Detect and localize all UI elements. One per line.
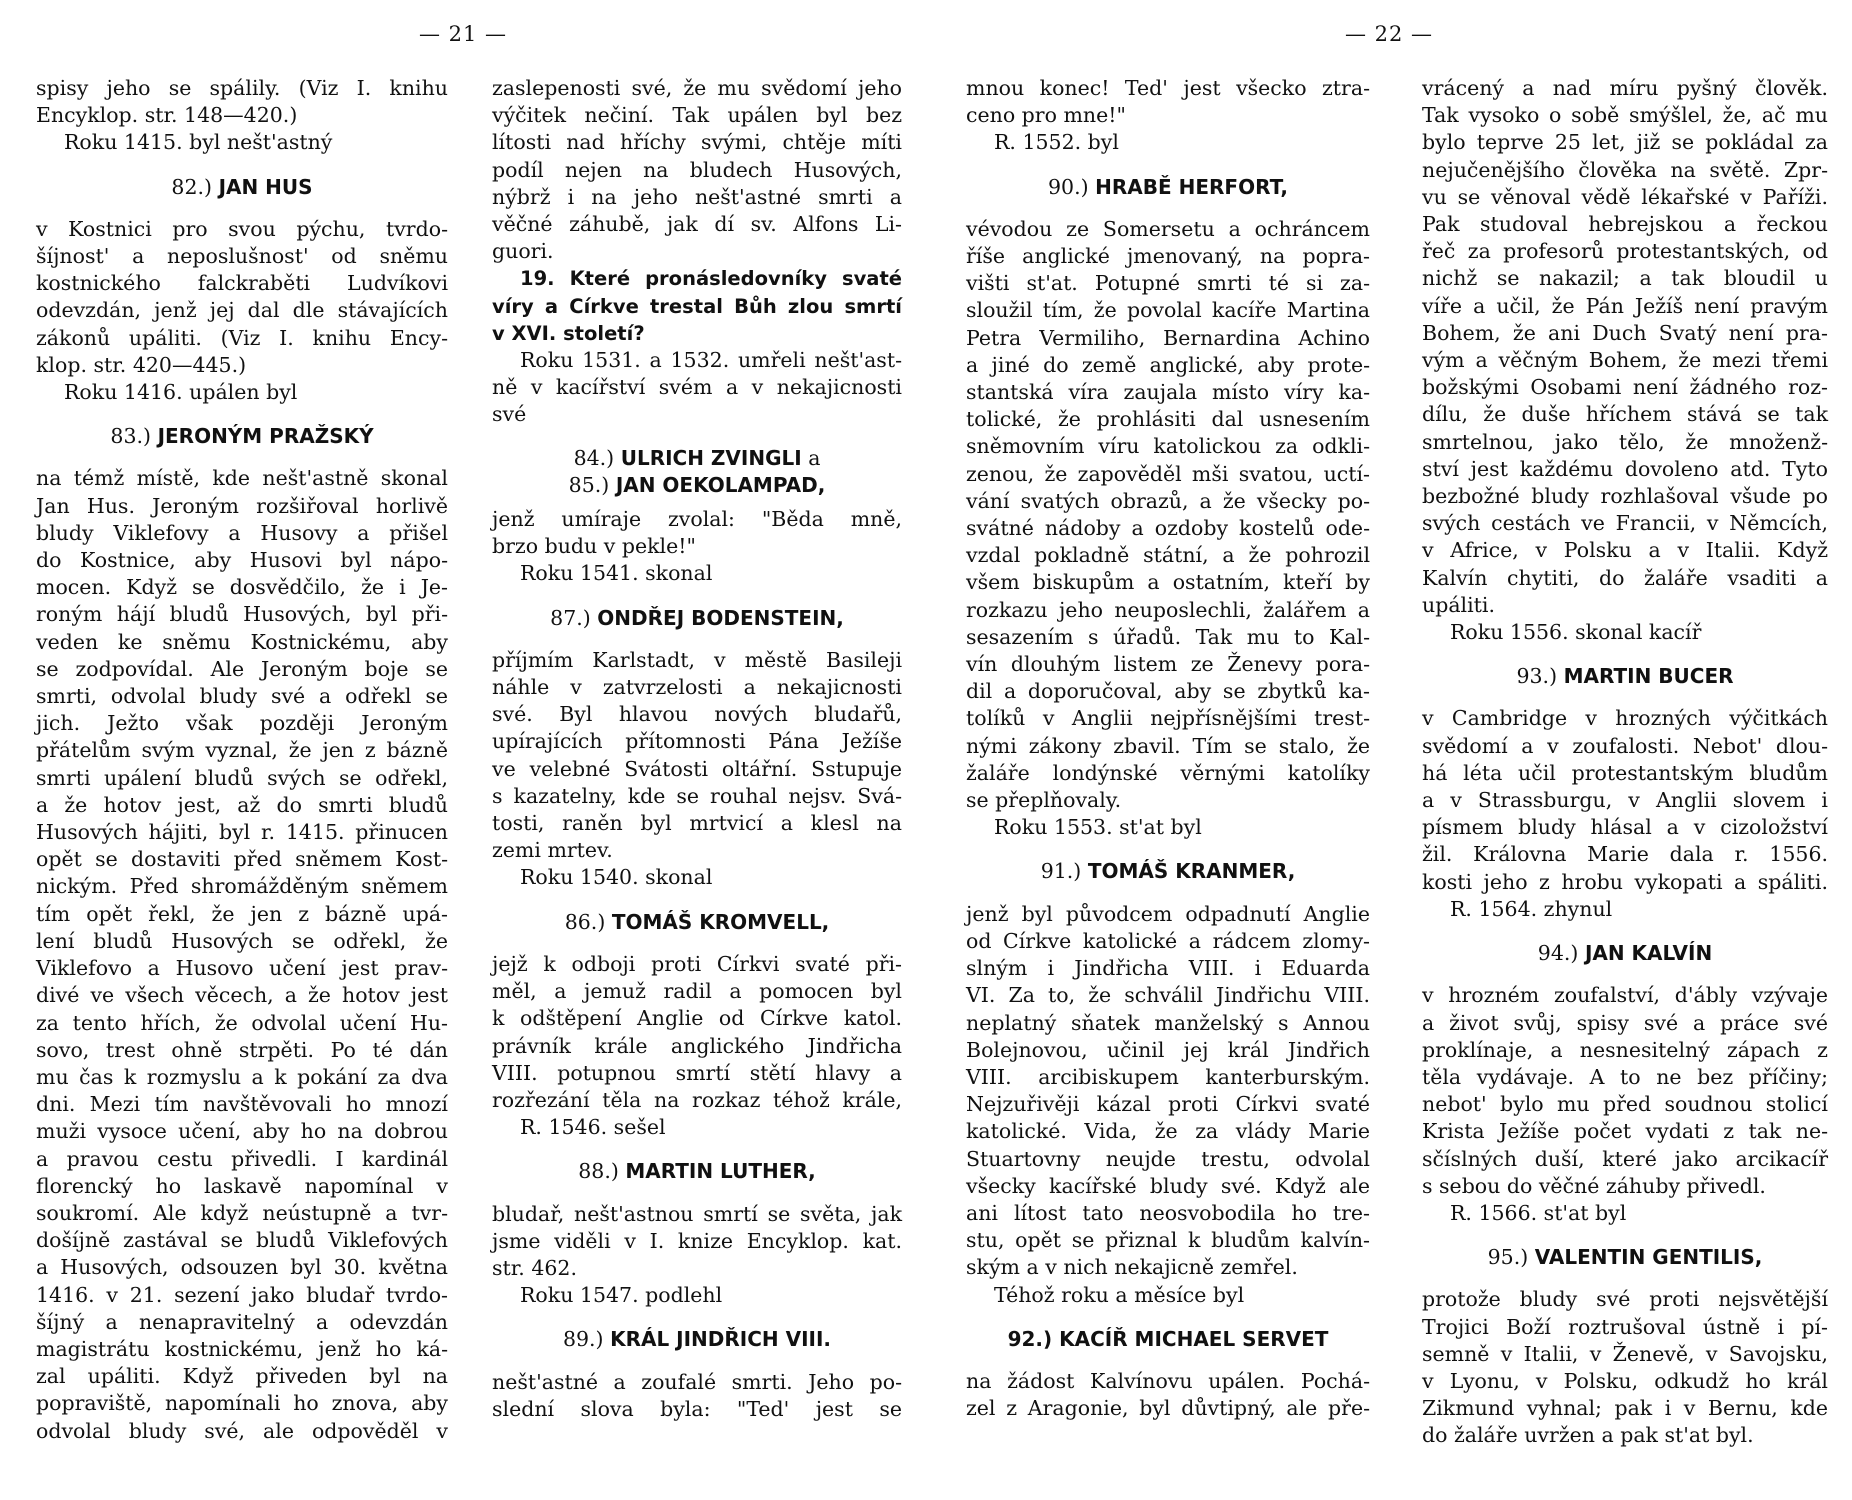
text-line: Roku 1415. byl nešt'astný xyxy=(64,130,333,155)
text-line: v Kostnici pro svou pýchu, tvrdo- xyxy=(36,216,448,241)
text-line: podíl nejen na bludech Husových, xyxy=(492,157,902,182)
text-line: kosti jeho z hrobu vykopati a spáliti. xyxy=(1422,869,1828,894)
text-line: všecky kacířské bludy své. Když ale xyxy=(966,1173,1370,1198)
text-line: vzdal pokladně státní, a že pohrozil xyxy=(966,543,1370,568)
text-line: vu se věnoval vědě lékařské v Paříži. xyxy=(1422,184,1828,209)
text-line: vání svatých obrazů, a že všecky po- xyxy=(966,488,1370,513)
text-line: se zodpovídal. Ale Jeroným boje se xyxy=(36,656,448,681)
text-line: veden ke sněmu Kostnickému, aby xyxy=(36,629,448,654)
entry-heading-83: 83.) JERONÝM PRAŽSKÝ xyxy=(110,424,374,449)
text-line: ství jest každému dovoleno atd. Tyto xyxy=(1422,456,1828,481)
text-line: há léta učil protestantským bludům xyxy=(1422,760,1828,785)
text-line: svátné nádoby a ozdoby kostelů ode- xyxy=(966,516,1370,541)
text-line: R. 1566. st'at byl xyxy=(1450,1200,1627,1225)
text-line: měl, a jemuž radil a pomocen byl xyxy=(492,979,902,1004)
text-line: tosti, raněn byl mrtvicí a klesl na xyxy=(492,811,902,836)
text-line: divé ve všech věcech, a že hotov jest xyxy=(36,983,448,1008)
text-line: mocen. Když se dosvědčilo, že i Je- xyxy=(36,575,448,600)
text-line: za tento hřích, že odvolal učení Hu- xyxy=(36,1010,448,1035)
text-line: nejučenějšího člověka na světě. Zpr- xyxy=(1422,157,1828,182)
text-line: lení bludů Husových se odřekl, že xyxy=(36,928,448,953)
text-line: Krista Ježíše počet vydati z tak ne- xyxy=(1422,1119,1828,1144)
text-line: tolické, že prohlásiti dal usnesením xyxy=(966,407,1370,432)
text-line: slední slova byla: "Ted' jest se xyxy=(492,1396,902,1421)
column-4 xyxy=(1422,75,1828,1450)
text-line: na žádost Kalvínovu upálen. Pochá- xyxy=(966,1368,1370,1393)
text-line: spisy jeho se spálily. (Viz I. knihu xyxy=(36,76,448,100)
text-line: vým a věčným Bohem, že mezi třemi xyxy=(1422,348,1828,373)
text-line: zákonů upáliti. (Viz I. knihu Ency- xyxy=(36,325,448,350)
text-line: R. 1552. byl xyxy=(994,130,1119,155)
text-line: smrti, odvolal bludy své a odřekl se xyxy=(36,684,448,709)
entry-heading-93: 93.) MARTIN BUCER xyxy=(1516,664,1734,689)
text-line: v Africe, v Polsku a v Italii. Když xyxy=(1422,538,1828,563)
text-line: a pravou cestu přivedli. I kardinál xyxy=(36,1146,448,1171)
text-line: těla vydávaje. A to ne bez příčiny; xyxy=(1422,1064,1828,1089)
text-line: sesazením s úřadů. Tak mu to Kal- xyxy=(966,624,1370,649)
text-line: mnou konec! Ted' jest všecko ztra- xyxy=(966,76,1370,100)
text-line: na témž místě, kde nešt'astně skonal xyxy=(36,466,448,491)
text-line: odevzdán, jenž jej dal dle stávajících xyxy=(36,298,448,323)
text-line: zel z Aragonie, byl důvtipný, ale pře- xyxy=(966,1396,1370,1421)
text-line: Stuartovny neujde trestu, odvolal xyxy=(966,1146,1370,1171)
text-line: upáliti. xyxy=(1422,592,1495,617)
text-line: a Husových, odsouzen byl 30. května xyxy=(36,1255,448,1280)
text-line: magistrátu kostnickému, jenž ho ká- xyxy=(36,1336,448,1361)
text-line: Encyklop. str. 148—420.) xyxy=(36,103,298,128)
text-line: nýbrž i na jeho nešt'astné smrti a xyxy=(492,184,902,209)
text-line: Pak studoval hebrejskou a řeckou xyxy=(1422,212,1828,237)
text-line: višti st'at. Potupné smrti té si za- xyxy=(966,271,1370,296)
text-line: brzo budu v pekle!" xyxy=(492,534,696,559)
text-line: s sebou do věčné záhuby přivedl. xyxy=(1422,1173,1766,1198)
entry-heading-95: 95.) VALENTIN GENTILIS, xyxy=(1487,1245,1763,1270)
text-line: a v Strassburgu, v Anglii slovem i xyxy=(1422,788,1828,813)
entry-heading-94: 94.) JAN KALVÍN xyxy=(1537,941,1713,966)
text-line: Viklefovo a Husovo učení jest prav- xyxy=(36,956,448,981)
text-line: zemi mrtev. xyxy=(492,838,613,863)
text-line: v Lyonu, v Polsku, odkudž ho král xyxy=(1422,1368,1828,1393)
text-line: své xyxy=(492,402,527,427)
text-line: str. 462. xyxy=(492,1255,577,1280)
text-line: upírajících přítomnosti Pána Ježíše xyxy=(492,729,902,754)
text-line: písmem bludy hlásal a v cizoložství xyxy=(1422,815,1828,840)
text-line: šíjnost' a neposlušnost' od sněmu xyxy=(36,244,448,269)
text-line: Bolejnovou, učinil jej král Jindřich xyxy=(966,1037,1370,1062)
text-line: rozkazu jeho neuposlechli, žalářem a xyxy=(966,597,1370,622)
text-line: bludy Viklefovy a Husovy a přišel xyxy=(36,520,448,545)
question-19: 19. Které pronásledovníky svaté xyxy=(520,267,902,291)
text-line: své. Byl hlavou nových bludařů, xyxy=(492,702,902,727)
text-line: v Cambridge v hrozných výčitkách xyxy=(1422,706,1828,731)
text-line: ským a v nich nekajicně zemřel. xyxy=(966,1255,1298,1280)
text-line: odvolal bludy své, ale odpověděl v xyxy=(36,1418,448,1443)
page-number-left: — 21 — xyxy=(418,22,508,46)
text-line: VIII. arcibiskupem kanterburským. xyxy=(966,1064,1370,1089)
text-line: nebot' bylo mu před soudnou stolicí xyxy=(1422,1092,1828,1117)
text-line: došíjně zastával se bludů Viklefových xyxy=(36,1228,448,1253)
text-line: šíjný a nenapravitelný a odevzdán xyxy=(36,1309,448,1334)
entry-heading-84: 84.) ULRICH ZVINGLI a xyxy=(573,445,821,470)
text-line: bludař, nešt'astnou smrtí se světa, jak xyxy=(492,1201,902,1226)
text-line: guori. xyxy=(492,239,554,264)
text-line: víře a učil, že Pán Ježíš není pravým xyxy=(1422,293,1828,318)
text-line: žil. Královna Marie dala r. 1556. xyxy=(1422,842,1828,867)
text-line: Roku 1416. upálen byl xyxy=(64,380,298,405)
text-line: klop. str. 420—445.) xyxy=(36,352,247,377)
text-line: se přeplňovaly. xyxy=(966,788,1122,813)
text-line: ani lítost tato neosvobodila ho tre- xyxy=(966,1200,1370,1225)
text-line: smrti upálení bludů svých se odřekl, xyxy=(36,765,448,790)
text-line: proklínaje, a nesnesitelný zápach z xyxy=(1422,1037,1828,1062)
text-line: jejž k odboji proti Církvi svaté při- xyxy=(492,951,902,976)
text-line: vrácený a nad míru pyšný člověk. xyxy=(1422,76,1828,100)
text-line: Bohem, že ani Duch Svatý není pra- xyxy=(1422,320,1828,345)
text-line: VIII. potupnou smrtí stětí hlavy a xyxy=(492,1060,902,1085)
entry-heading-87: 87.) ONDŘEJ BODENSTEIN, xyxy=(550,605,844,630)
question-19: víry a Církve trestal Bůh zlou smrtí xyxy=(492,294,902,318)
text-line: stantská víra zaujala místo víry ka- xyxy=(966,380,1370,405)
text-line: jich. Ježto však později Jeroným xyxy=(36,711,448,736)
text-line: žaláře londýnské věrnými katolíky xyxy=(966,760,1370,785)
text-line: sčíslných duší, které jako arcikacíř xyxy=(1422,1146,1828,1171)
column-1 xyxy=(36,75,448,1445)
text-line: R. 1546. sešel xyxy=(520,1115,666,1140)
text-line: Roku 1556. skonal kacíř xyxy=(1450,620,1702,645)
text-line: Jan Hus. Jeroným rozšiřoval horlivě xyxy=(36,493,448,518)
entry-heading-88: 88.) MARTIN LUTHER, xyxy=(578,1159,816,1184)
entry-heading-82: 82.) JAN HUS xyxy=(171,174,313,199)
text-line: florencký ho laskavě napomínal v xyxy=(36,1173,448,1198)
text-line: tím opět řekl, že jen z bázně upá- xyxy=(36,901,448,926)
text-line: věčné záhubě, jak dí sv. Alfons Li- xyxy=(492,212,902,237)
text-line: Tak vysoko o sobě smýšlel, že, ač mu xyxy=(1422,103,1828,128)
text-line: lítosti nad hříchy svými, chtěje míti xyxy=(492,130,902,155)
text-line: neplatný sňatek manželský s Annou xyxy=(966,1010,1370,1035)
text-line: vín dlouhým listem ze Ženevy pora- xyxy=(966,652,1370,677)
text-line: roným hájí bludů Husových, byl při- xyxy=(36,602,448,627)
text-line: nými zákony zbavil. Tím se stalo, že xyxy=(966,733,1370,758)
text-line: do Kostnice, aby Husovi byl nápo- xyxy=(36,548,448,573)
page-number-right: — 22 — xyxy=(1344,22,1434,46)
text-line: dil a doporučoval, aby se zbytků ka- xyxy=(966,679,1370,704)
entry-heading-85: 85.) JAN OEKOLAMPAD, xyxy=(568,472,826,497)
text-line: jenž umíraje zvolal: "Běda mně, xyxy=(492,507,902,532)
text-line: přátelům svým vyznal, že jen z bázně xyxy=(36,738,448,763)
text-line: všem biskupům a ostatním, kteří by xyxy=(966,570,1370,595)
text-line: protože bludy své proti nejsvětější xyxy=(1422,1287,1828,1312)
text-line: zal upáliti. Když přiveden byl na xyxy=(36,1364,448,1389)
text-line: popraviště, napomínali ho znova, aby xyxy=(36,1391,448,1416)
text-line: a jiné do země anglické, aby prote- xyxy=(966,352,1370,377)
text-line: semně v Italii, v Ženevě, v Savojsku, xyxy=(1422,1341,1828,1366)
text-line: VI. Za to, že schválil Jindřichu VIII. xyxy=(966,983,1370,1008)
text-line: výčitek nečiní. Tak upálen byl bez xyxy=(492,103,902,128)
text-line: opět se dostaviti před sněmem Kost- xyxy=(36,847,448,872)
text-line: nickým. Před shromážděným sněmem xyxy=(36,874,448,899)
text-line: Roku 1553. st'at byl xyxy=(994,815,1202,840)
text-line: sovo, trest ohně strpěti. Po té dán xyxy=(36,1037,448,1062)
text-line: Kalvín chytiti, do žaláře vsaditi a xyxy=(1422,565,1828,590)
text-line: rozřezání těla na rozkaz téhož krále, xyxy=(492,1087,902,1112)
text-line: jenž byl původcem odpadnutí Anglie xyxy=(966,901,1370,926)
text-line: sněmovním víru katolickou za odkli- xyxy=(966,434,1370,459)
text-line: 1416. v 21. sezení jako bludař tvrdo- xyxy=(36,1282,448,1307)
text-line: od Církve katolické a rádcem zlomy- xyxy=(966,928,1370,953)
entry-heading-89: 89.) KRÁL JINDŘICH VIII. xyxy=(562,1327,832,1352)
text-line: řeč za profesorů protestantských, od xyxy=(1422,239,1828,264)
text-line: smrtelnou, jako tělo, že množenž- xyxy=(1422,429,1828,454)
text-line: mu čas k rozmyslu a k pokání za dva xyxy=(36,1064,448,1089)
text-line: Zikmund vyhnal; pak i v Bernu, kde xyxy=(1422,1396,1828,1421)
text-line: Roku 1547. podlehl xyxy=(520,1283,723,1308)
text-line: dni. Mezi tím navštěvovali ho mnozí xyxy=(36,1092,448,1117)
text-line: Roku 1540. skonal xyxy=(520,865,713,890)
text-line: Trojici Boží roztrušoval ústně i pí- xyxy=(1422,1314,1828,1339)
text-line: tolíků v Anglii nejpřísnějšími trest- xyxy=(966,706,1370,731)
text-line: Nejzuřivěji kázal proti Církvi svaté xyxy=(966,1092,1370,1117)
text-line: bylo teprve 25 let, již se pokládal za xyxy=(1422,130,1828,155)
text-line: s kazatelny, kde se rouhal nejsv. Svá- xyxy=(492,783,902,808)
text-line: Petra Vermiliho, Bernardina Achino xyxy=(966,325,1370,350)
text-line: jsme viděli v I. knize Encyklop. kat. xyxy=(492,1228,902,1253)
text-line: a že hotov jest, až do smrti bludů xyxy=(36,792,448,817)
text-line: kostnického falckraběti Ludvíkovi xyxy=(36,271,448,296)
text-line: R. 1564. zhynul xyxy=(1450,896,1613,921)
text-line: sloužil tím, že povolal kacíře Martina xyxy=(966,298,1370,323)
text-line: svých cestách ve Francii, v Němcích, xyxy=(1422,511,1828,536)
text-line: zenou, že zapověděl mši svatou, uctí- xyxy=(966,461,1370,486)
text-line: Husových hájiti, byl r. 1415. přinucen xyxy=(36,820,448,845)
text-line: ně v kacířství svém a v nekajicnosti xyxy=(492,375,902,400)
text-line: příjmím Karlstadt, v městě Basileji xyxy=(492,647,902,672)
text-line: bezbožné bludy rozhlašoval všude po xyxy=(1422,484,1828,509)
text-line: k odštěpení Anglie od Církve katol. xyxy=(492,1006,902,1031)
text-line: dílu, že duše hříchem stává se tak xyxy=(1422,402,1828,427)
text-line: právník krále anglického Jindřicha xyxy=(492,1033,902,1058)
text-line: zaslepenosti své, že mu svědomí jeho xyxy=(492,76,902,100)
text-line: v hrozném zoufalství, d'ábly vzývaje xyxy=(1422,983,1828,1008)
text-line: Roku 1541. skonal xyxy=(520,561,713,586)
text-line: ceno pro mne!" xyxy=(966,103,1126,128)
right-page xyxy=(926,0,1852,1500)
text-line: svědomí a v zoufalosti. Nebot' dlou- xyxy=(1422,733,1828,758)
text-line: katolické. Vida, že za vlády Marie xyxy=(966,1119,1370,1144)
text-line: Roku 1531. a 1532. umřeli nešt'ast- xyxy=(520,348,902,373)
text-line: božskými Osobami není žádného roz- xyxy=(1422,375,1828,400)
entry-heading-86: 86.) TOMÁŠ KROMVELL, xyxy=(564,909,830,934)
text-line: vévodou ze Somersetu a ochráncem xyxy=(966,216,1370,241)
text-line: do žaláře uvržen a pak st'at byl. xyxy=(1422,1423,1754,1448)
text-line: nichž se nakazil; a tak bloudil u xyxy=(1422,266,1828,291)
column-3 xyxy=(966,75,1370,1422)
entry-heading-90: 90.) HRABĚ HERFORT, xyxy=(1048,174,1288,199)
text-line: stu, opět se přiznal k bludům kalvín- xyxy=(966,1228,1370,1253)
question-19: v XVI. století? xyxy=(492,321,645,345)
text-line: říše anglické jmenovaný, na popra- xyxy=(966,244,1370,269)
text-line: ve velebné Svátosti oltářní. Sstupuje xyxy=(492,756,902,781)
text-line: slným i Jindřicha VIII. i Eduarda xyxy=(966,956,1370,981)
entry-heading-91: 91.) TOMÁŠ KRANMER, xyxy=(1040,859,1296,884)
entry-heading-92: 92.) KACÍŘ MICHAEL SERVET xyxy=(1007,1326,1329,1351)
text-line: muži vysoce učení, aby ho na dobrou xyxy=(36,1119,448,1144)
text-line: a život svůj, spisy své a práce své xyxy=(1422,1010,1828,1035)
column-2 xyxy=(492,75,902,1423)
text-line: náhle v zatvrzelosti a nekajicnosti xyxy=(492,675,902,700)
text-line: nešt'astné a zoufalé smrti. Jeho po- xyxy=(492,1369,902,1394)
text-line: soukromí. Ale když neústupně a tvr- xyxy=(36,1200,448,1225)
text-line: Téhož roku a měsíce byl xyxy=(994,1282,1245,1307)
